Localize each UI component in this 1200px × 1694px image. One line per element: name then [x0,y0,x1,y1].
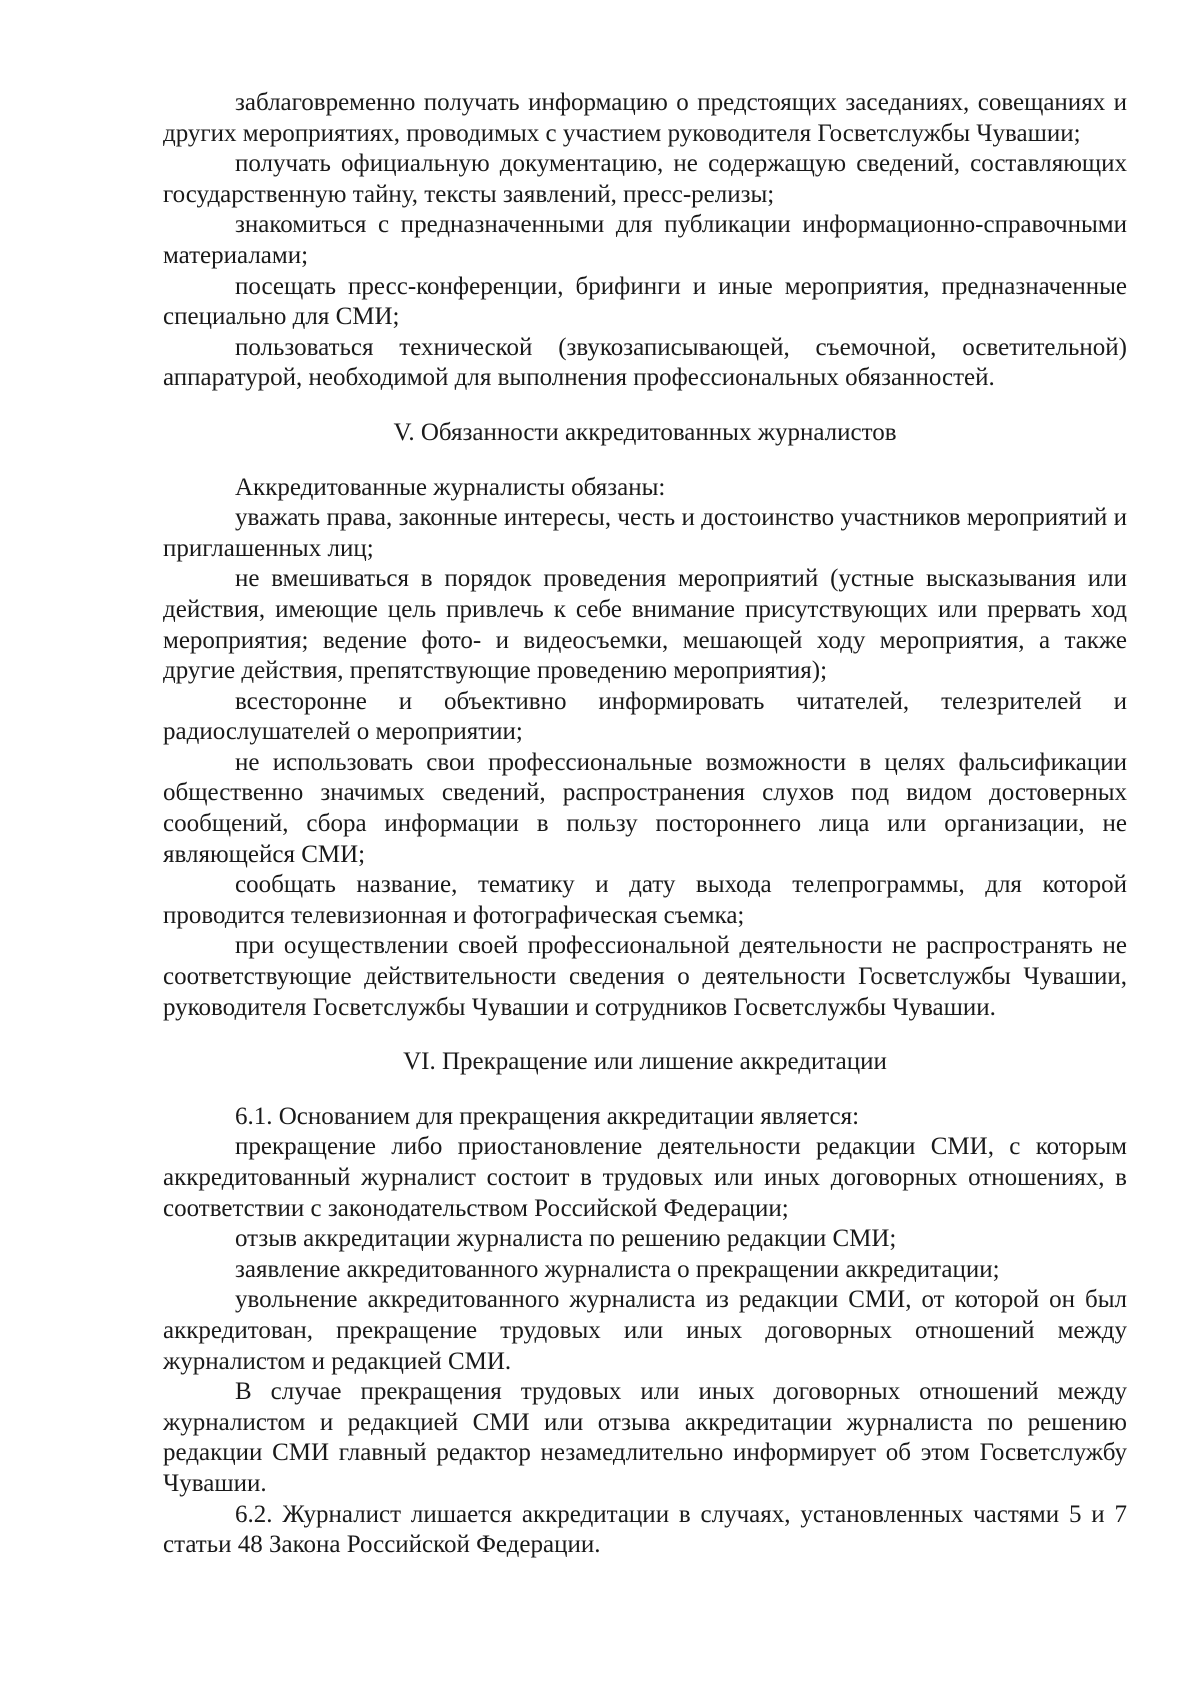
obligation-item: уважать права, законные интересы, честь и достоинство участников мероприятий и приглашенных лиц; [163,504,1127,562]
clause-6-1-intro: 6.1. Основанием для прекращения аккредитации является: [235,1102,860,1130]
rights-item: пользоваться технической (звукозаписывающей, съемочной, осветительной) аппаратурой, необходимой для выполнения профессиональных обязанностей. [163,333,1127,392]
document-body [163,88,1127,1561]
termination-ground: прекращение либо приостановление деятельности редакции СМИ, с которым аккредитованный журналист состоит в трудовых или иных договорных отношениях, в соответствии с законодательством Российской Федерации; [163,1133,1127,1222]
obligation-item: при осуществлении своей профессиональной деятельности не распространять не соответствующие действительности сведения о деятельности Госветслужбы Чувашии, руководителя Госветслужбы Чувашии и сотрудников Госветслужбы Чувашии. [163,932,1127,1021]
obligation-item: сообщать название, тематику и дату выхода телепрограммы, для которой проводится телевизионная и фотографическая съемка; [163,871,1127,929]
section-heading-obligations: V. Обязанности аккредитованных журналистов [393,418,897,446]
clause-6-1-note: В случае прекращения трудовых или иных договорных отношений между журналистом и редакцией СМИ или отзыва аккредитации журналиста по решению редакции СМИ главный редактор незамедлительно информирует об этом Госветслужбу Чувашии. [163,1378,1127,1497]
section-heading-termination: VI. Прекращение или лишение аккредитации [403,1048,887,1076]
clause-6-2: 6.2. Журналист лишается аккредитации в случаях, установленных частями 5 и 7 статьи 48 Закона Российской Федерации. [163,1500,1127,1559]
obligation-item: всесторонне и объективно информировать читателей, телезрителей и радиослушателей о мероприятии; [163,687,1127,746]
rights-item: получать официальную документацию, не содержащую сведений, составляющих государственную тайну, тексты заявлений, пресс-релизы; [163,150,1127,208]
rights-item: знакомиться с предназначенными для публикации информационно-справочными материалами; [163,211,1127,269]
obligation-item: не вмешиваться в порядок проведения мероприятий (устные высказывания или действия, имеющие цель привлечь к себе внимание присутствующих или прервать ход мероприятия; ведение фото- и видеосъемки, мешающей ходу мероприятия, а также другие действия, препятствующие проведению мероприятия); [163,565,1127,685]
termination-ground: заявление аккредитованного журналиста о прекращении аккредитации; [235,1255,1000,1283]
termination-ground: увольнение аккредитованного журналиста из редакции СМИ, от которой он был аккредитован, прекращение трудовых или иных договорных отношений между журналистом и редакцией СМИ. [163,1286,1127,1375]
termination-ground: отзыв аккредитации журналиста по решению редакции СМИ; [235,1225,897,1253]
rights-item: посещать пресс-конференции, брифинги и иные мероприятия, предназначенные специально для СМИ; [163,272,1127,331]
obligations-intro: Аккредитованные журналисты обязаны: [235,473,666,501]
obligation-item: не использовать свои профессиональные возможности в целях фальсификации общественно значимых сведений, распространения слухов под видом достоверных сообщений, сбора информации в пользу постороннего лица или организации, не являющейся СМИ; [163,748,1127,868]
rights-item: заблаговременно получать информацию о предстоящих заседаниях, совещаниях и других мероприятиях, проводимых с участием руководителя Госветслужбы Чувашии; [163,89,1127,147]
